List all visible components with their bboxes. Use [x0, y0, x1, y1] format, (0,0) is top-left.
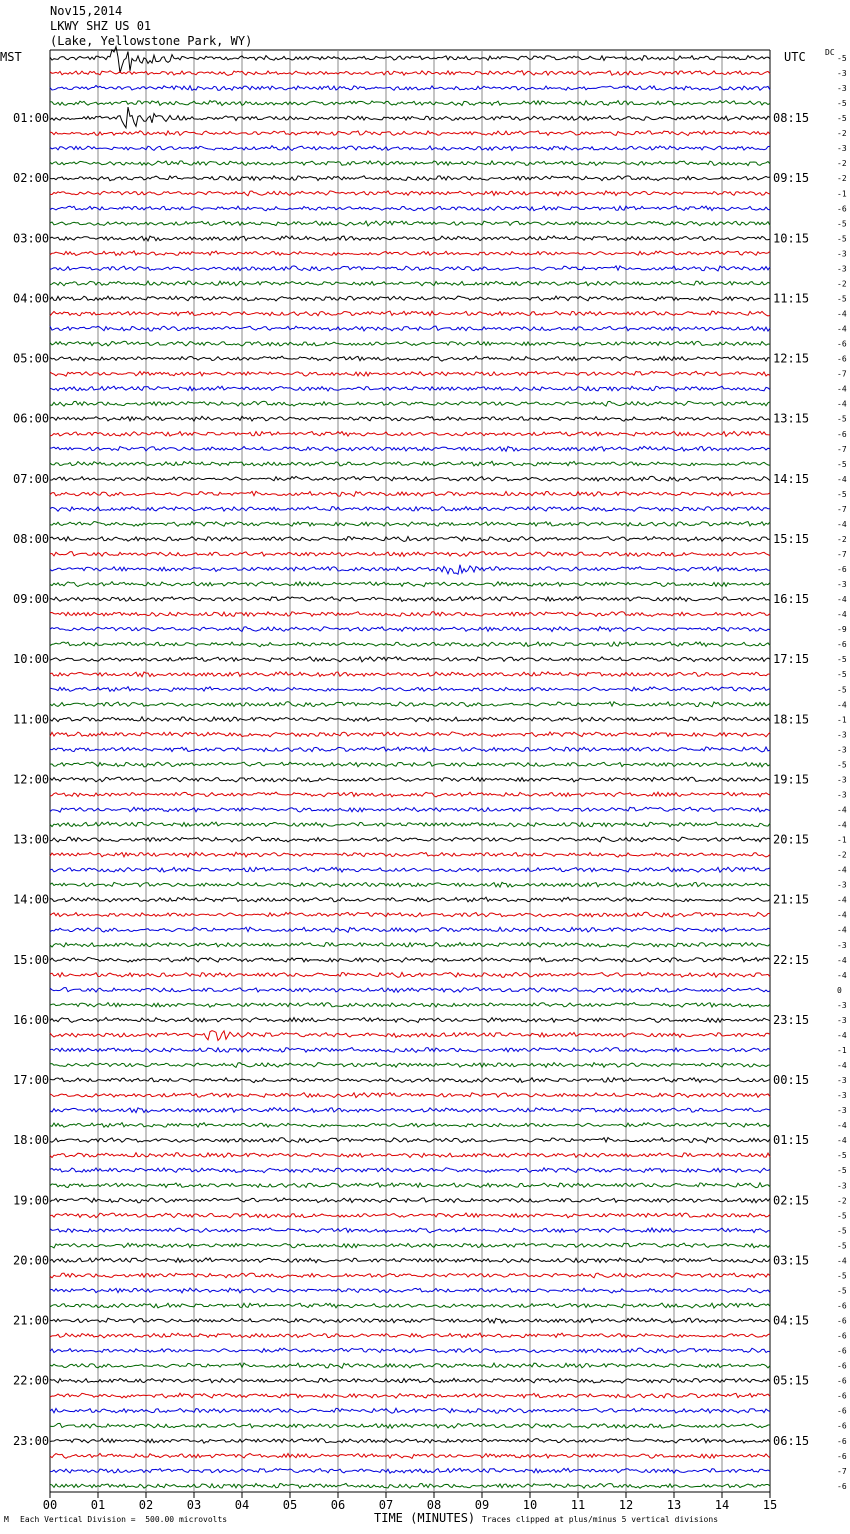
dc-offset-value: -3: [837, 730, 847, 740]
x-tick-label: 10: [522, 1498, 538, 1512]
right-hour-label: 14:15: [773, 471, 810, 486]
left-hour-label: 09:00: [13, 592, 50, 607]
dc-offset-value: -6: [837, 1481, 847, 1491]
dc-offset-header: DC: [825, 48, 835, 57]
trace-row: [50, 1378, 770, 1383]
trace-row: [50, 747, 770, 752]
trace-row: [50, 1303, 770, 1308]
trace-row: [50, 1318, 770, 1323]
left-hour-label: 10:00: [13, 652, 50, 667]
left-timezone-label: MST: [0, 50, 22, 64]
left-hour-label: 11:00: [13, 712, 50, 727]
trace-row: [50, 565, 770, 575]
dc-offset-value: -4: [837, 1136, 847, 1146]
trace-row: [50, 1213, 770, 1218]
dc-offset-value: -7: [837, 444, 847, 454]
dc-offset-value: -4: [837, 519, 847, 529]
trace-row: [50, 47, 770, 73]
x-tick-label: 08: [426, 1498, 442, 1512]
right-hour-label: 09:15: [773, 171, 810, 186]
right-hour-label: 10:15: [773, 231, 810, 246]
trace-row: [50, 281, 770, 286]
x-tick-label: 11: [570, 1498, 586, 1512]
trace-row: [50, 1243, 770, 1248]
trace-row: [50, 1363, 770, 1368]
scale-note: Each Vertical Division = 500.00 microvolts: [20, 1515, 228, 1524]
dc-offset-value: -5: [837, 1226, 847, 1236]
trace-row: [50, 221, 770, 226]
left-hour-label: 23:00: [13, 1433, 50, 1448]
left-hour-label: 14:00: [13, 892, 50, 907]
right-timezone-label: UTC: [784, 50, 806, 64]
trace-row: [50, 251, 770, 256]
dc-offset-value: -4: [837, 474, 847, 484]
dc-offset-value: -6: [837, 1376, 847, 1386]
x-tick-label: 05: [282, 1498, 298, 1512]
dc-offset-value: -5: [837, 670, 847, 680]
dc-offset-value: -5: [837, 294, 847, 304]
plot-date: Nov15,2014: [50, 4, 123, 18]
x-tick-label: 03: [186, 1498, 202, 1512]
left-hour-label: 03:00: [13, 231, 50, 246]
trace-row: [50, 86, 770, 91]
trace-row: [50, 191, 770, 196]
left-hour-label: 21:00: [13, 1313, 50, 1328]
dc-offset-value: -3: [837, 790, 847, 800]
dc-offset-value: -5: [837, 414, 847, 424]
dc-offset-value: -3: [837, 249, 847, 259]
dc-offset-value: -3: [837, 1091, 847, 1101]
trace-row: [50, 702, 770, 707]
dc-offset-value: -6: [837, 1346, 847, 1356]
trace-row: [50, 101, 770, 106]
dc-offset-value: -5: [837, 114, 847, 124]
dc-offset-value: -3: [837, 745, 847, 755]
trace-row: [50, 552, 770, 557]
trace-row: [50, 1273, 770, 1278]
dc-offset-value: -3: [837, 580, 847, 590]
dc-offset-value: -4: [837, 384, 847, 394]
x-tick-label: 01: [90, 1498, 106, 1512]
right-hour-label: 05:15: [773, 1373, 810, 1388]
trace-row: [50, 131, 770, 136]
right-hour-label: 21:15: [773, 892, 810, 907]
dc-offset-value: -4: [837, 805, 847, 815]
trace-row: [50, 1183, 770, 1188]
dc-offset-value: 0: [837, 985, 842, 995]
right-hour-label: 19:15: [773, 772, 810, 787]
left-hour-label: 02:00: [13, 171, 50, 186]
trace-row: [50, 1168, 770, 1173]
trace-row: [50, 1123, 770, 1128]
left-hour-label: 07:00: [13, 471, 50, 486]
trace-row: [50, 867, 770, 872]
trace-row: [50, 1423, 770, 1428]
trace-row: [50, 296, 770, 301]
trace-row: [50, 1003, 770, 1008]
right-hour-label: 01:15: [773, 1133, 810, 1148]
right-hour-label: 15:15: [773, 531, 810, 546]
dc-offset-value: -5: [837, 1241, 847, 1251]
x-axis-label: TIME (MINUTES): [374, 1511, 476, 1525]
trace-row: [50, 777, 770, 782]
dc-offset-value: -4: [837, 610, 847, 620]
dc-offset-value: -1: [837, 189, 847, 199]
trace-row: [50, 1258, 770, 1263]
right-hour-label: 02:15: [773, 1193, 810, 1208]
trace-row: [50, 107, 770, 128]
right-hour-label: 23:15: [773, 1012, 810, 1027]
dc-offset-value: -3: [837, 1106, 847, 1116]
dc-offset-value: -7: [837, 549, 847, 559]
trace-row: [50, 1048, 770, 1053]
dc-offset-value: -6: [837, 339, 847, 349]
dc-offset-value: -4: [837, 925, 847, 935]
left-hour-label: 17:00: [13, 1073, 50, 1088]
dc-offset-value: -1: [837, 715, 847, 725]
trace-row: [50, 507, 770, 512]
dc-offset-value: -4: [837, 1061, 847, 1071]
trace-row: [50, 822, 770, 827]
dc-offset-value: -4: [837, 309, 847, 319]
dc-offset-value: -3: [837, 880, 847, 890]
left-hour-label: 01:00: [13, 111, 50, 126]
dc-offset-value: -4: [837, 324, 847, 334]
right-hour-label: 18:15: [773, 712, 810, 727]
trace-row: [50, 672, 770, 677]
trace-row: [50, 1078, 770, 1083]
trace-row: [50, 1333, 770, 1338]
trace-row: [50, 1018, 770, 1023]
right-hour-label: 16:15: [773, 592, 810, 607]
left-hour-label: 20:00: [13, 1253, 50, 1268]
trace-row: [50, 206, 770, 211]
dc-offset-value: -4: [837, 1030, 847, 1040]
dc-offset-value: -2: [837, 850, 847, 860]
dc-offset-value: -5: [837, 99, 847, 109]
x-tick-label: 06: [330, 1498, 346, 1512]
x-tick-label: 13: [666, 1498, 682, 1512]
trace-row: [50, 988, 770, 993]
right-hour-label: 22:15: [773, 952, 810, 967]
dc-offset-value: -9: [837, 625, 847, 635]
trace-row: [50, 957, 770, 962]
trace-row: [50, 1063, 770, 1068]
dc-offset-value: -3: [837, 1000, 847, 1010]
dc-offset-value: -2: [837, 174, 847, 184]
left-hour-label: 16:00: [13, 1012, 50, 1027]
dc-offset-value: -6: [837, 1316, 847, 1326]
trace-row: [50, 762, 770, 767]
dc-offset-value: -1: [837, 1045, 847, 1055]
dc-offset-value: -6: [837, 1361, 847, 1371]
trace-row: [50, 687, 770, 692]
dc-offset-value: -6: [837, 640, 847, 650]
trace-row: [50, 371, 770, 376]
trace-row: [50, 927, 770, 932]
trace-row: [50, 176, 770, 181]
trace-row: [50, 341, 770, 346]
dc-offset-value: -7: [837, 1466, 847, 1476]
dc-offset-value: -6: [837, 1406, 847, 1416]
dc-offset-value: -6: [837, 565, 847, 575]
dc-offset-value: -5: [837, 1286, 847, 1296]
dc-offset-value: -4: [837, 595, 847, 605]
trace-row: [50, 71, 770, 76]
trace-row: [50, 522, 770, 527]
dc-offset-value: -5: [837, 219, 847, 229]
trace-row: [50, 597, 770, 602]
trace-row: [50, 792, 770, 797]
trace-row: [50, 972, 770, 977]
dc-offset-value: -4: [837, 895, 847, 905]
dc-offset-value: -4: [837, 865, 847, 875]
right-hour-label: 03:15: [773, 1253, 810, 1268]
x-tick-label: 00: [42, 1498, 58, 1512]
left-hour-label: 05:00: [13, 351, 50, 366]
dc-offset-value: -4: [837, 399, 847, 409]
dc-offset-value: -4: [837, 955, 847, 965]
trace-row: [50, 461, 770, 466]
left-hour-label: 06:00: [13, 411, 50, 426]
trace-row: [50, 1153, 770, 1158]
trace-row: [50, 1093, 770, 1098]
dc-offset-value: -5: [837, 685, 847, 695]
dc-offset-value: -4: [837, 970, 847, 980]
right-hour-label: 00:15: [773, 1073, 810, 1088]
trace-row: [50, 1483, 770, 1488]
dc-offset-value: -6: [837, 429, 847, 439]
trace-row: [50, 807, 770, 812]
trace-row: [50, 537, 770, 542]
left-hour-label: 22:00: [13, 1373, 50, 1388]
right-hour-label: 04:15: [773, 1313, 810, 1328]
x-tick-label: 07: [378, 1498, 394, 1512]
left-hour-label: 19:00: [13, 1193, 50, 1208]
trace-row: [50, 852, 770, 857]
dc-offset-value: -7: [837, 369, 847, 379]
dc-offset-value: -2: [837, 1196, 847, 1206]
footer-mark: M: [4, 1515, 9, 1524]
x-tick-label: 09: [474, 1498, 490, 1512]
trace-row: [50, 582, 770, 587]
trace-row: [50, 1228, 770, 1233]
trace-row: [50, 326, 770, 331]
dc-offset-value: -6: [837, 1301, 847, 1311]
trace-row: [50, 897, 770, 902]
dc-offset-value: -2: [837, 129, 847, 139]
trace-row: [50, 1393, 770, 1398]
dc-offset-value: -3: [837, 1015, 847, 1025]
dc-offset-value: -5: [837, 655, 847, 665]
dc-offset-value: -4: [837, 700, 847, 710]
left-hour-label: 13:00: [13, 832, 50, 847]
trace-row: [50, 386, 770, 391]
trace-row: [50, 401, 770, 406]
trace-row: [50, 912, 770, 917]
trace-row: [50, 732, 770, 737]
left-hour-label: 08:00: [13, 531, 50, 546]
dc-offset-value: -3: [837, 84, 847, 94]
dc-offset-value: -3: [837, 1076, 847, 1086]
dc-offset-value: -4: [837, 1121, 847, 1131]
trace-row: [50, 717, 770, 722]
left-hour-label: 18:00: [13, 1133, 50, 1148]
trace-row: [50, 943, 770, 948]
trace-row: [50, 446, 770, 451]
trace-row: [50, 311, 770, 316]
dc-offset-value: -4: [837, 1256, 847, 1266]
dc-offset-value: -5: [837, 1151, 847, 1161]
dc-offset-value: -2: [837, 279, 847, 289]
right-hour-label: 20:15: [773, 832, 810, 847]
dc-offset-value: -6: [837, 1331, 847, 1341]
x-tick-label: 14: [714, 1498, 730, 1512]
dc-offset-value: -3: [837, 775, 847, 785]
right-hour-label: 11:15: [773, 291, 810, 306]
trace-row: [50, 1138, 770, 1143]
trace-row: [50, 837, 770, 842]
trace-row: [50, 266, 770, 271]
dc-offset-value: -5: [837, 1166, 847, 1176]
dc-offset-value: -6: [837, 1391, 847, 1401]
dc-offset-value: -2: [837, 159, 847, 169]
dc-offset-value: -5: [837, 54, 847, 63]
dc-offset-value: -5: [837, 459, 847, 469]
dc-offset-value: -5: [837, 1211, 847, 1221]
dc-offset-value: -6: [837, 204, 847, 214]
dc-offset-value: -2: [837, 534, 847, 544]
right-hour-label: 13:15: [773, 411, 810, 426]
trace-row: [50, 1348, 770, 1353]
dc-offset-value: -1: [837, 835, 847, 845]
x-tick-label: 02: [138, 1498, 154, 1512]
station-code: LKWY SHZ US 01: [50, 19, 152, 33]
right-hour-label: 08:15: [773, 111, 810, 126]
right-hour-label: 12:15: [773, 351, 810, 366]
trace-row: [50, 236, 770, 241]
trace-row: [50, 882, 770, 887]
trace-row: [50, 356, 770, 361]
dc-offset-value: -3: [837, 264, 847, 274]
trace-row: [50, 1453, 770, 1458]
dc-offset-value: -6: [837, 1421, 847, 1431]
dc-offset-value: -3: [837, 1181, 847, 1191]
trace-row: [50, 627, 770, 632]
trace-row: [50, 612, 770, 617]
trace-row: [50, 491, 770, 496]
trace-row: [50, 1198, 770, 1203]
trace-row: [50, 431, 770, 436]
trace-row: [50, 1288, 770, 1293]
trace-row: [50, 1468, 770, 1473]
dc-offset-value: -6: [837, 1451, 847, 1461]
dc-offset-value: -7: [837, 504, 847, 514]
right-hour-label: 06:15: [773, 1433, 810, 1448]
dc-offset-value: -6: [837, 354, 847, 364]
dc-offset-value: -5: [837, 234, 847, 244]
dc-offset-value: -4: [837, 820, 847, 830]
left-hour-label: 15:00: [13, 952, 50, 967]
x-tick-label: 04: [234, 1498, 250, 1512]
dc-offset-value: -5: [837, 489, 847, 499]
trace-row: [50, 1438, 770, 1443]
dc-offset-value: -3: [837, 69, 847, 79]
dc-offset-value: -3: [837, 144, 847, 154]
dc-offset-value: -6: [837, 1436, 847, 1446]
dc-offset-value: -3: [837, 940, 847, 950]
dc-offset-value: -4: [837, 910, 847, 920]
trace-row: [50, 161, 770, 166]
left-hour-label: 04:00: [13, 291, 50, 306]
station-location: (Lake, Yellowstone Park, WY): [50, 34, 253, 48]
dc-offset-value: -5: [837, 760, 847, 770]
trace-row: [50, 642, 770, 647]
x-tick-label: 15: [762, 1498, 778, 1512]
trace-row: [50, 1108, 770, 1113]
trace-row: [50, 146, 770, 151]
clip-note: Traces clipped at plus/minus 5 vertical divisions: [482, 1515, 719, 1524]
left-hour-label: 12:00: [13, 772, 50, 787]
trace-row: [50, 657, 770, 662]
trace-row: [50, 1408, 770, 1413]
right-hour-label: 17:15: [773, 652, 810, 667]
trace-row: [50, 416, 770, 421]
trace-row: [50, 1031, 770, 1041]
x-tick-label: 12: [618, 1498, 634, 1512]
dc-offset-value: -5: [837, 1271, 847, 1281]
trace-row: [50, 476, 770, 481]
